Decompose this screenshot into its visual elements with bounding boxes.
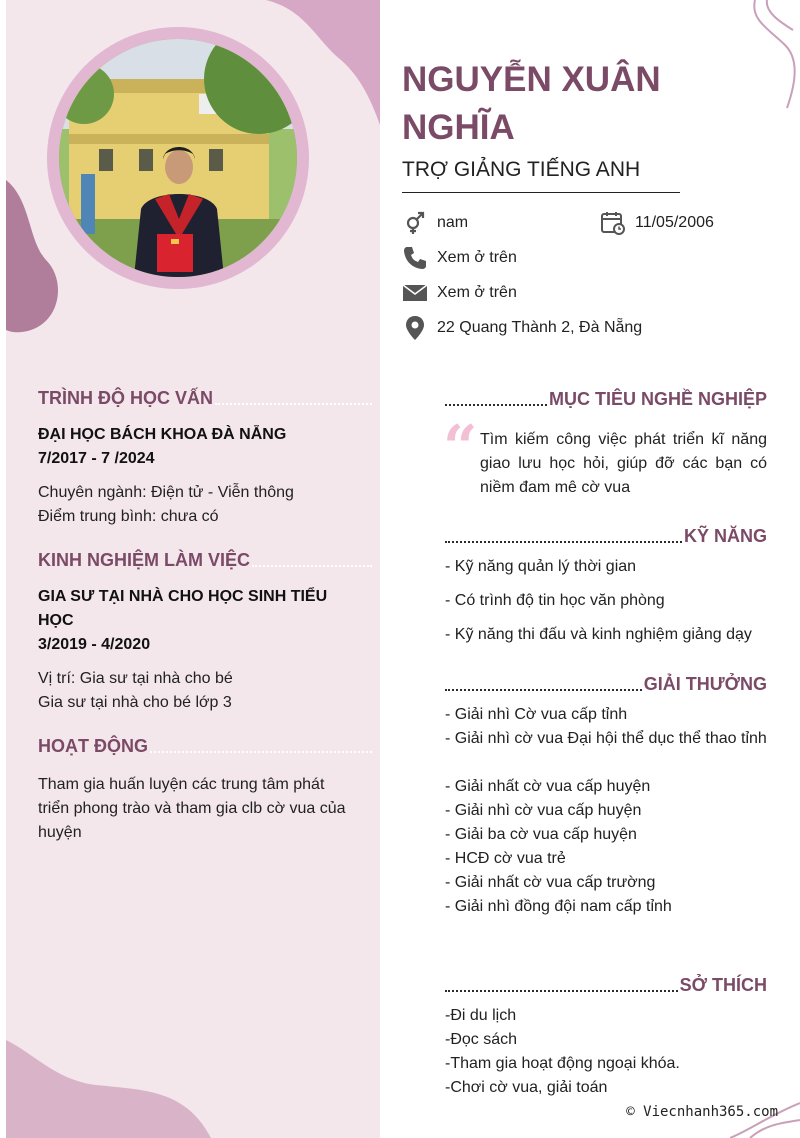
- award-item: - Giải nhì đồng đội nam cấp tỉnh: [445, 898, 672, 915]
- hobbies-heading: SỞ THÍCH: [445, 975, 767, 996]
- candidate-role: TRỢ GIẢNG TIẾNG ANH: [402, 158, 680, 193]
- left-sidebar: [6, 0, 380, 1138]
- calendar-icon: [600, 210, 626, 236]
- award-item: - Giải nhất cờ vua cấp trường: [445, 874, 656, 891]
- birthdate-value: 11/05/2006: [635, 214, 714, 231]
- objective-heading: MỤC TIÊU NGHỀ NGHIỆP: [445, 389, 767, 410]
- candidate-name: NGUYỄN XUÂN NGHĨA: [402, 60, 661, 147]
- activities-heading: HOẠT ĐỘNG: [38, 736, 372, 757]
- hobby-item: -Đọc sách: [445, 1031, 518, 1048]
- gender-row: [402, 210, 468, 236]
- award-item: - Giải ba cờ vua cấp huyện: [445, 826, 637, 843]
- experience-period: 3/2019 - 4/2020: [38, 636, 151, 653]
- phone-icon: [402, 245, 428, 271]
- address-value: 22 Quang Thành 2, Đà Nẵng: [437, 319, 643, 336]
- award-item: - Giải nhì Cờ vua cấp tỉnh: [445, 706, 628, 723]
- experience-detail: Gia sư tại nhà cho bé lớp 3: [38, 694, 232, 711]
- education-period: 7/2017 - 7 /2024: [38, 450, 155, 467]
- gender-value: nam: [437, 214, 469, 231]
- quote-icon: “: [443, 413, 478, 483]
- award-item: - HCĐ cờ vua trẻ: [445, 850, 566, 867]
- experience-position: Vị trí: Gia sư tại nhà cho bé: [38, 670, 233, 687]
- location-pin-icon: [402, 315, 428, 341]
- education-gpa: Điểm trung bình: chưa có: [38, 508, 219, 525]
- avatar: [59, 39, 297, 277]
- experience-title: GIA SƯ TẠI NHÀ CHO HỌC SINH TIỂU HỌC: [38, 588, 328, 629]
- decorative-blob-bottom: [6, 1040, 246, 1138]
- objective-text: Tìm kiếm công việc phát triển kĩ năng giao lưu học hỏi, giúp đỡ các bạn có niềm đam mê cờ vua: [480, 431, 767, 496]
- email-value: Xem ở trên: [437, 284, 517, 301]
- hobby-item: -Chơi cờ vua, giải toán: [445, 1079, 608, 1096]
- hobby-item: -Đi du lịch: [445, 1007, 517, 1024]
- award-item: - Giải nhì cờ vua cấp huyện: [445, 802, 642, 819]
- decorative-swirl-top-right: [745, 0, 800, 110]
- email-row: [402, 280, 517, 306]
- education-major: Chuyên ngành: Điện tử - Viễn thông: [38, 484, 294, 501]
- activities-text: Tham gia huấn luyện các trung tâm phát triển phong trào và tham gia clb cờ vua của huyện: [38, 776, 346, 841]
- gender-icon: [402, 210, 428, 236]
- award-item: - Giải nhì cờ vua Đại hội thể dục thể thao tỉnh: [445, 730, 767, 747]
- birthdate-row: [600, 210, 714, 236]
- phone-value: Xem ở trên: [437, 249, 517, 266]
- mail-icon: [402, 280, 428, 306]
- address-row: [402, 315, 642, 341]
- skill-item: - Kỹ năng quản lý thời gian: [445, 558, 637, 575]
- skills-heading: KỸ NĂNG: [445, 526, 767, 547]
- skill-item: - Kỹ năng thi đấu và kinh nghiệm giảng dạy: [445, 626, 752, 643]
- awards-heading: GIẢI THƯỞNG: [445, 674, 767, 695]
- skill-item: - Có trình độ tin học văn phòng: [445, 592, 665, 609]
- footer-credit: © Viecnhanh365.com: [626, 1104, 778, 1120]
- hobby-item: -Tham gia hoạt động ngoại khóa.: [445, 1055, 680, 1072]
- education-school: ĐẠI HỌC BÁCH KHOA ĐÀ NẴNG: [38, 426, 287, 443]
- award-item: - Giải nhất cờ vua cấp huyện: [445, 778, 651, 795]
- phone-row: [402, 245, 517, 271]
- experience-heading: KINH NGHIỆM LÀM VIỆC: [38, 550, 372, 571]
- education-heading: TRÌNH ĐỘ HỌC VẤN: [38, 388, 372, 409]
